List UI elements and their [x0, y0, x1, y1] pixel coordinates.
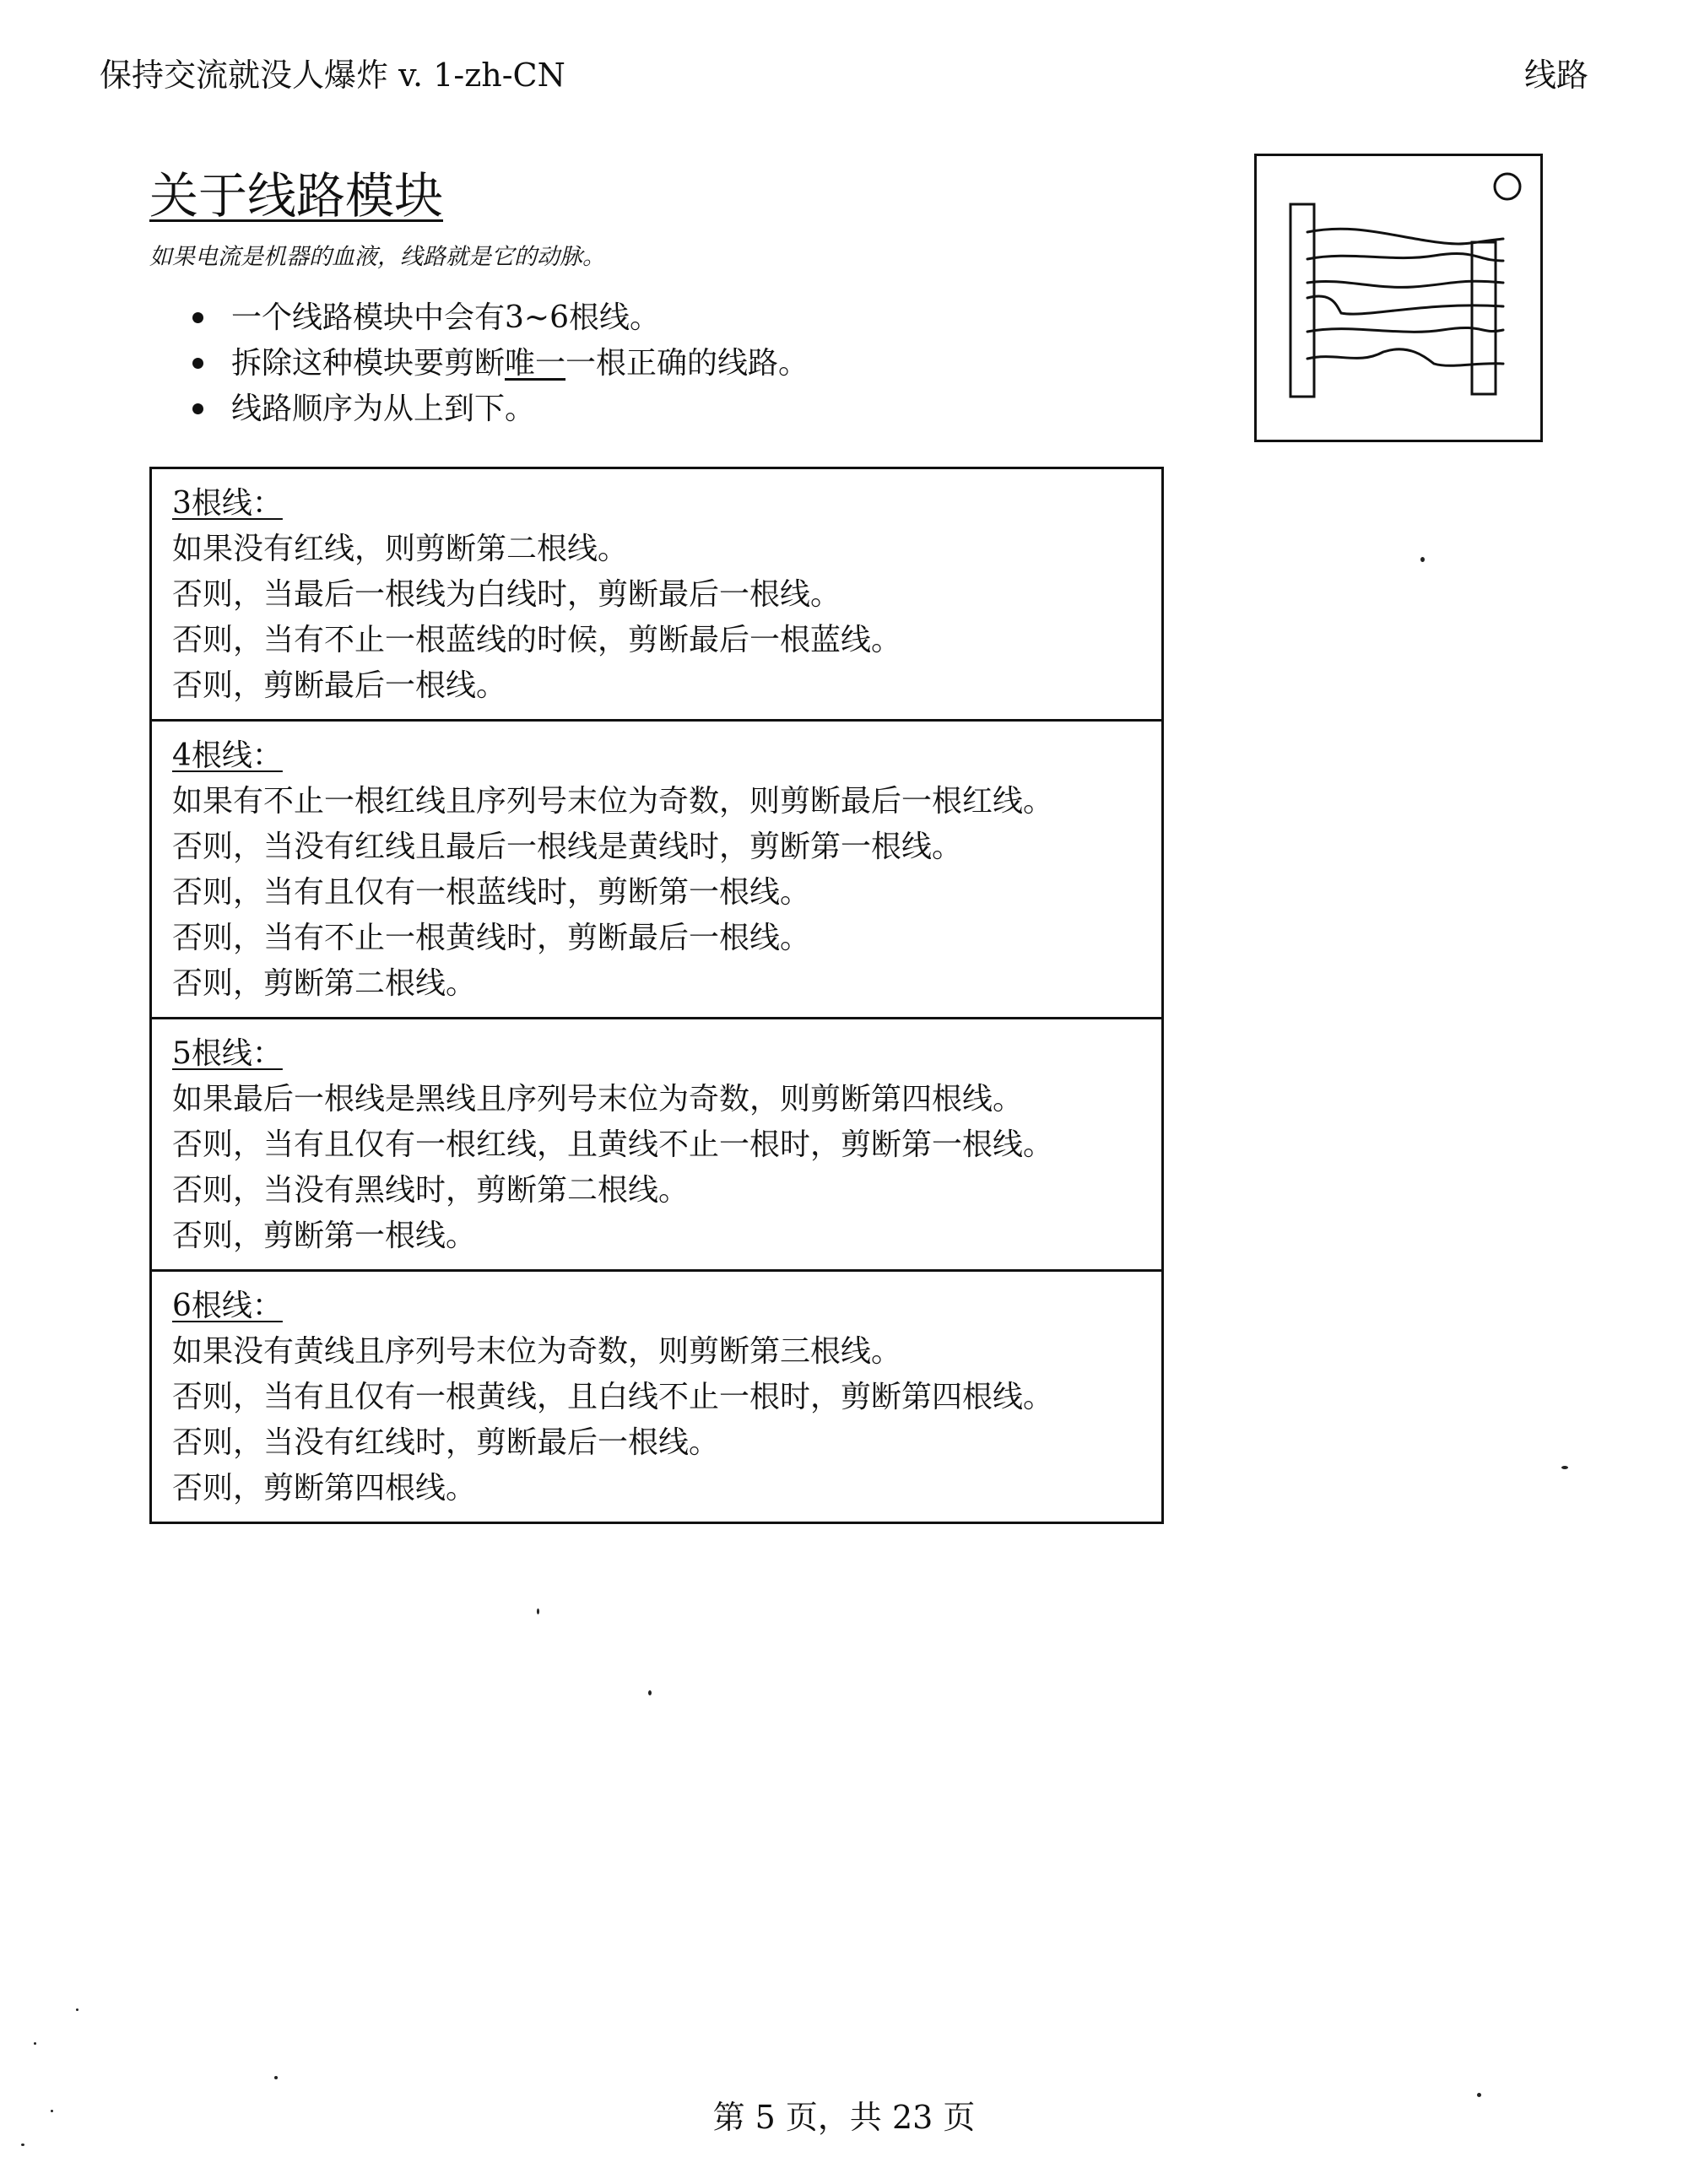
intro-bullet-list [192, 295, 809, 432]
rules-section-5-wires [152, 1017, 1161, 1269]
wires-module-illustration [1254, 154, 1543, 442]
rule-line: 如果没有红线，则剪断第二根线。 [172, 532, 629, 566]
rule-line: 否则，剪断第四根线。 [172, 1471, 477, 1506]
header-document-title: 保持交流就没人爆炸 v. 1-zh-CN [100, 57, 565, 94]
page-number: 第 5 页，共 23 页 [712, 2099, 976, 2136]
paper-speck [76, 2008, 78, 2011]
rule-line: 否则，当有且仅有一根黄线，且白线不止一根时，剪断第四根线。 [172, 1380, 1054, 1414]
rules-section-3-wires [152, 469, 1161, 719]
rule-line: 如果没有黄线且序列号末位为奇数，则剪断第三根线。 [172, 1334, 902, 1369]
rule-line: 否则，剪断最后一根线。 [172, 668, 507, 703]
rule-line: 如果最后一根线是黑线且序列号末位为奇数，则剪断第四根线。 [172, 1082, 1024, 1116]
bullet-wire-order: 线路顺序为从上到下。 [192, 387, 809, 432]
right-terminal-icon [1472, 242, 1496, 394]
paper-speck [1477, 2093, 1481, 2097]
bullet-wire-count: 一个线路模块中会有3~6根线。 [192, 295, 809, 341]
section-heading: 5根线： [172, 1036, 283, 1071]
paper-speck [21, 2143, 24, 2146]
wire-lines-icon [1307, 229, 1503, 365]
section-heading: 6根线： [172, 1289, 283, 1323]
bullet-cut-one-wire [192, 341, 809, 387]
paper-speck [34, 2042, 36, 2045]
status-light-icon [1495, 174, 1520, 199]
left-terminal-icon [1290, 204, 1314, 397]
rule-line: 否则，当没有红线且最后一根线是黄线时，剪断第一根线。 [172, 830, 963, 864]
rule-line: 否则，当最后一根线为白线时，剪断最后一根线。 [172, 577, 841, 612]
paper-speck [537, 1608, 539, 1614]
rule-line: 否则，当有且仅有一根红线，且黄线不止一根时，剪断第一根线。 [172, 1127, 1054, 1162]
rule-line: 否则，当没有黑线时，剪断第二根线。 [172, 1173, 690, 1208]
rules-section-6-wires [152, 1269, 1161, 1522]
bullet-text-emphasis: 唯一 [505, 346, 566, 381]
section-heading: 4根线： [172, 738, 283, 773]
paper-speck [1420, 557, 1425, 562]
rule-line: 如果有不止一根红线且序列号末位为奇数，则剪断最后一根红线。 [172, 784, 1054, 819]
rule-line: 否则，当没有红线时，剪断最后一根线。 [172, 1425, 720, 1460]
paper-speck [648, 1690, 652, 1695]
rule-line: 否则，当有不止一根蓝线的时候，剪断最后一根蓝线。 [172, 623, 902, 657]
rule-line: 否则，剪断第二根线。 [172, 966, 477, 1001]
page-subtitle: 如果电流是机器的血液，线路就是它的动脉。 [149, 244, 605, 270]
rule-line: 否则，当有且仅有一根蓝线时，剪断第一根线。 [172, 875, 811, 910]
header-module-name: 线路 [1523, 57, 1588, 94]
wire-rules-table [149, 467, 1164, 1524]
page-title: 关于线路模块 [149, 167, 444, 224]
paper-speck [274, 2076, 278, 2079]
rules-section-4-wires [152, 719, 1161, 1017]
section-heading: 3根线： [172, 486, 283, 521]
paper-speck [51, 2110, 53, 2112]
bullet-text-pre: 拆除这种模块要剪断 [231, 346, 506, 381]
bullet-text-post: 一根正确的线路。 [565, 346, 809, 381]
paper-speck [1561, 1466, 1568, 1469]
wires-module-drawing [1257, 156, 1540, 440]
rule-line: 否则，当有不止一根黄线时，剪断最后一根线。 [172, 921, 811, 955]
rule-line: 否则，剪断第一根线。 [172, 1219, 477, 1253]
